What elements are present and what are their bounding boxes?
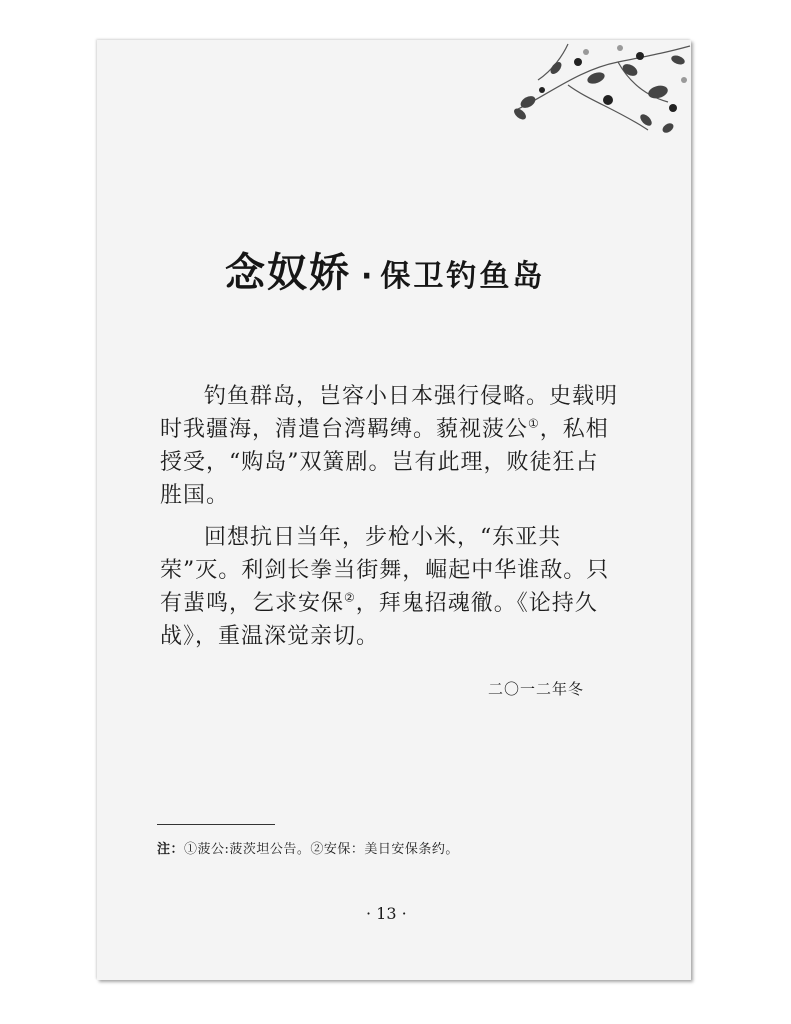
stanza-1-text-b: ，私相授受，“购岛”双簧剧。岂有此理，败徒狂占胜国。: [160, 417, 609, 508]
poem-body: [160, 380, 620, 662]
footnotes: [157, 838, 459, 857]
footnote-rule: [157, 824, 275, 825]
date-line: 二〇一二年冬: [488, 680, 585, 698]
poem-stanza-2: [160, 521, 620, 653]
stanza-1-text-a: 钓鱼群岛，岂容小日本强行侵略。史载明时我疆海，清遣台湾羁缚。藐视菠公: [160, 384, 619, 442]
flower-vine-icon: [508, 40, 691, 135]
footnote-label: 注：: [157, 842, 185, 857]
footnote-ref-2: ②: [344, 590, 356, 605]
title-main: 念奴娇: [225, 250, 351, 296]
footnote-text: ①菠公:菠茨坦公告。②安保：美日安保条约。: [184, 842, 459, 857]
page-title: [225, 241, 545, 298]
title-separator: ·: [361, 259, 373, 294]
title-subtitle: 保卫钓鱼岛: [380, 259, 546, 294]
footnote-ref-1: ①: [528, 416, 540, 431]
poem-stanza-1: [160, 380, 620, 512]
page-number: · 13 ·: [366, 904, 407, 923]
stanza-2-text-b: ，拜鬼招魂徹。《论持久战》，重温深觉亲切。: [160, 591, 598, 649]
stanza-2-text-a: 回想抗日当年，步枪小米，“东亚共荣”灭。利剑长拳当街舞，崛起中华谁敌。只有蜚鸣，乞求安保: [160, 525, 610, 616]
